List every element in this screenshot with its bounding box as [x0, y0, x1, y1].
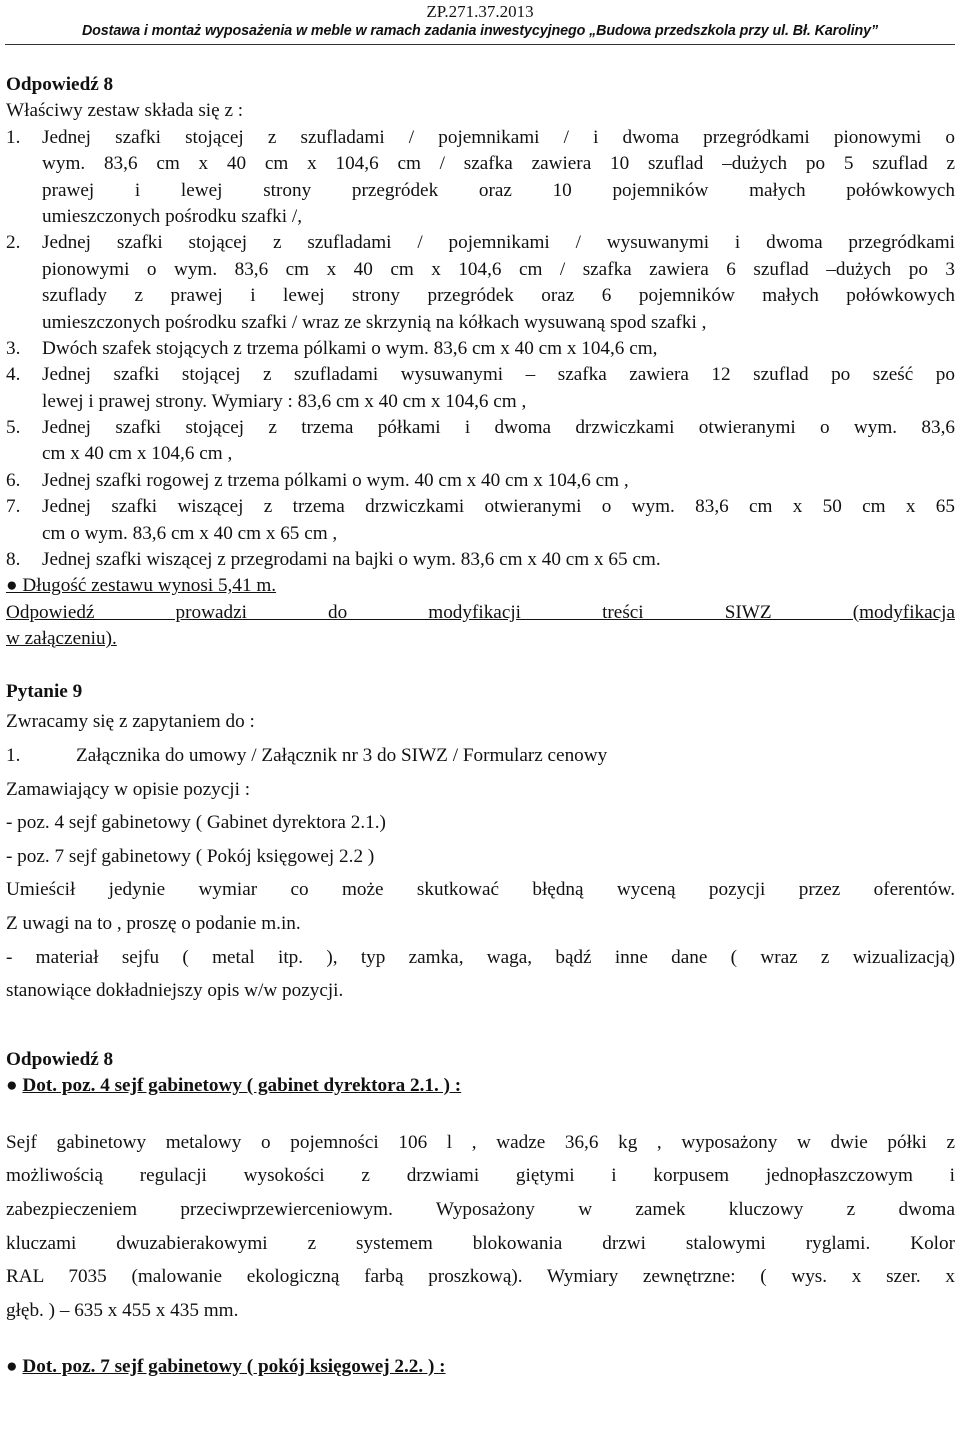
set-length-note: ● Długość zestawu wynosi 5,41 m.: [6, 575, 277, 597]
safe-description-line-1: Sejf gabinetowy metalowy o pojemności 106 l , wadze 36,6 kg , wyposażony w dwie półki z: [6, 1131, 955, 1153]
set-item-8-line-1: [6, 547, 955, 573]
spacer: [6, 1327, 955, 1353]
question-9-line-1: Zamawiający w opisie pozycji :: [6, 778, 251, 800]
set-item-7-line-2: cm o wym. 83,6 cm x 40 cm x 65 cm ,: [42, 522, 338, 544]
set-item-1-text: Jednej szafki stojącej z szufladami / pojemnikami / i dwoma przegródkami pionowymi o: [42, 126, 955, 148]
question-9-line-7: stanowiące dokładniejszy opis w/w pozycji.: [6, 980, 344, 1002]
document-subject: Dostawa i montaż wyposażenia w meble w ramach zadania inwestycyjnego „Budowa przedszkola przy ul. Bł. Karoliny”: [81, 23, 879, 39]
question-9-heading: Pytanie 9: [6, 680, 83, 702]
question-9-line-4: Umieścił jedynie wymiar co może skutkować błędną wyceną pozycji przez oferentów.: [6, 879, 955, 901]
question-9-item-1-number: 1.: [6, 744, 21, 766]
set-item-7-line-1: [6, 494, 955, 520]
set-item-3-number: 3.: [6, 337, 21, 359]
set-item-6-text: Jednej szafki rogowej z trzema pólkami o wym. 40 cm x 40 cm x 104,6 cm ,: [42, 469, 629, 491]
set-item-2-text: Jednej szafki stojącej z szufladami / pojemnikami / wysuwanymi i dwoma przegródkami: [42, 232, 955, 254]
spacer: [6, 653, 955, 679]
header-divider: [5, 44, 955, 45]
document-body: [6, 72, 955, 1380]
set-item-2-number: 2.: [6, 232, 21, 254]
set-item-3-text: Dwóch szafek stojących z trzema pólkami o wym. 83,6 cm x 40 cm x 104,6 cm,: [42, 337, 658, 359]
modification-note-line-1: Odpowiedź prowadzi do modyfikacji treści SIWZ (modyfikacja: [6, 601, 955, 623]
set-item-6-line-1: [6, 468, 955, 494]
set-item-4-text: Jednej szafki stojącej z szufladami wysuwanymi – szafka zawiera 12 szuflad po sześć po: [42, 364, 955, 386]
safe-description-line-3: zabezpieczeniem przeciwprzewierceniowym. Wyposażony w zamek kluczowy z dwoma: [6, 1199, 955, 1221]
answer-8b-heading: Odpowiedź 8: [6, 1048, 114, 1070]
set-item-3-line-1: [6, 336, 955, 362]
modification-note-line-2: w załączeniu).: [6, 628, 117, 650]
question-9-item-1-text: Załącznika do umowy / Załącznik nr 3 do SIWZ / Formularz cenowy: [76, 744, 608, 766]
set-item-4-number: 4.: [6, 364, 21, 386]
set-item-4-line-1: [6, 362, 955, 388]
question-9-line-5: Z uwagi na to , proszę o podanie m.in.: [6, 912, 301, 934]
set-item-2-line-3: szuflady z prawej i lewej strony przegródek oraz 6 pojemników małych połówkowych: [42, 285, 955, 307]
answer-8-intro: Właściwy zestaw składa się z :: [6, 100, 244, 122]
set-item-5-number: 5.: [6, 417, 21, 439]
safe-description-line-4: kluczami dwuzabierakowymi z systemem blokowania drzwi stalowymi ryglami. Kolor: [6, 1232, 955, 1254]
set-item-7-number: 7.: [6, 496, 21, 518]
set-item-8-number: 8.: [6, 549, 21, 571]
set-item-2-line-4: umieszczonych pośrodku szafki / wraz ze skrzynią na kółkach wysuwaną spod szafki ,: [42, 311, 707, 333]
question-9-line-2: - poz. 4 sejf gabinetowy ( Gabinet dyrektora 2.1.): [6, 812, 386, 834]
safe-description-line-6: głęb. ) – 635 x 455 x 435 mm.: [6, 1299, 239, 1321]
answer-8b-position-7-heading: [6, 1354, 955, 1380]
bullet-icon: ●: [6, 1075, 18, 1097]
question-9-line-3: - poz. 7 sejf gabinetowy ( Pokój księgowej 2.2 ): [6, 845, 375, 867]
document-reference: ZP.271.37.2013: [426, 2, 534, 21]
set-item-5-text: Jednej szafki stojącej z trzema półkami i dwoma drzwiczkami otwieranymi o wym. 83,6: [42, 417, 955, 439]
set-item-5-line-2: cm x 40 cm x 104,6 cm ,: [42, 443, 233, 465]
answer-8b-position-4-heading: [6, 1073, 955, 1099]
set-item-1-line-3: prawej i lewej strony przegródek oraz 10 pojemników małych połówkowych: [42, 179, 955, 201]
set-item-4-line-2: lewej i prawej strony. Wymiary : 83,6 cm x 40 cm x 104,6 cm ,: [42, 390, 527, 412]
set-item-1-number: 1.: [6, 126, 21, 148]
question-9-intro: Zwracamy się z zapytaniem do :: [6, 711, 255, 733]
spacer: [6, 1100, 955, 1126]
set-item-2-line-2: pionowymi o wym. 83,6 cm x 40 cm x 104,6 cm / szafka zawiera 6 szuflad –dużych po 3: [42, 258, 955, 280]
set-item-8-text: Jednej szafki wiszącej z przegrodami na bajki o wym. 83,6 cm x 40 cm x 65 cm.: [42, 549, 661, 571]
set-item-1-line-1: [6, 125, 955, 151]
set-item-1-line-4: umieszczonych pośrodku szafki /,: [42, 205, 303, 227]
answer-8b-position-7-text: Dot. poz. 7 sejf gabinetowy ( pokój księgowej 2.2. ) :: [22, 1355, 446, 1377]
answer-8b-position-4-text: Dot. poz. 4 sejf gabinetowy ( gabinet dyrektora 2.1. ) :: [22, 1075, 462, 1097]
spacer: [6, 1008, 955, 1047]
bullet-icon: ●: [6, 1355, 18, 1377]
set-item-7-text: Jednej szafki wiszącej z trzema drzwiczkami otwieranymi o wym. 83,6 cm x 50 cm x 65: [42, 496, 955, 518]
question-9-item-1: [6, 739, 955, 773]
answer-8-heading: Odpowiedź 8: [6, 74, 114, 95]
safe-description-line-5: RAL 7035 (malowanie ekologiczną farbą proszkową). Wymiary zewnętrzne: ( wys. x szer. x: [6, 1266, 955, 1288]
set-item-6-number: 6.: [6, 469, 21, 491]
question-9-line-6: - materiał sejfu ( metal itp. ), typ zamka, waga, bądź inne dane ( wraz z wizualizacją): [6, 946, 955, 968]
safe-description-line-2: możliwością regulacji wysokości z drzwiami giętymi i korpusem jednopłaszczowym i: [6, 1165, 955, 1187]
set-item-2-line-1: [6, 230, 955, 256]
set-item-5-line-1: [6, 415, 955, 441]
set-item-1-line-2: wym. 83,6 cm x 40 cm x 104,6 cm / szafka zawiera 10 szuflad –dużych po 5 szuflad z: [42, 153, 955, 175]
